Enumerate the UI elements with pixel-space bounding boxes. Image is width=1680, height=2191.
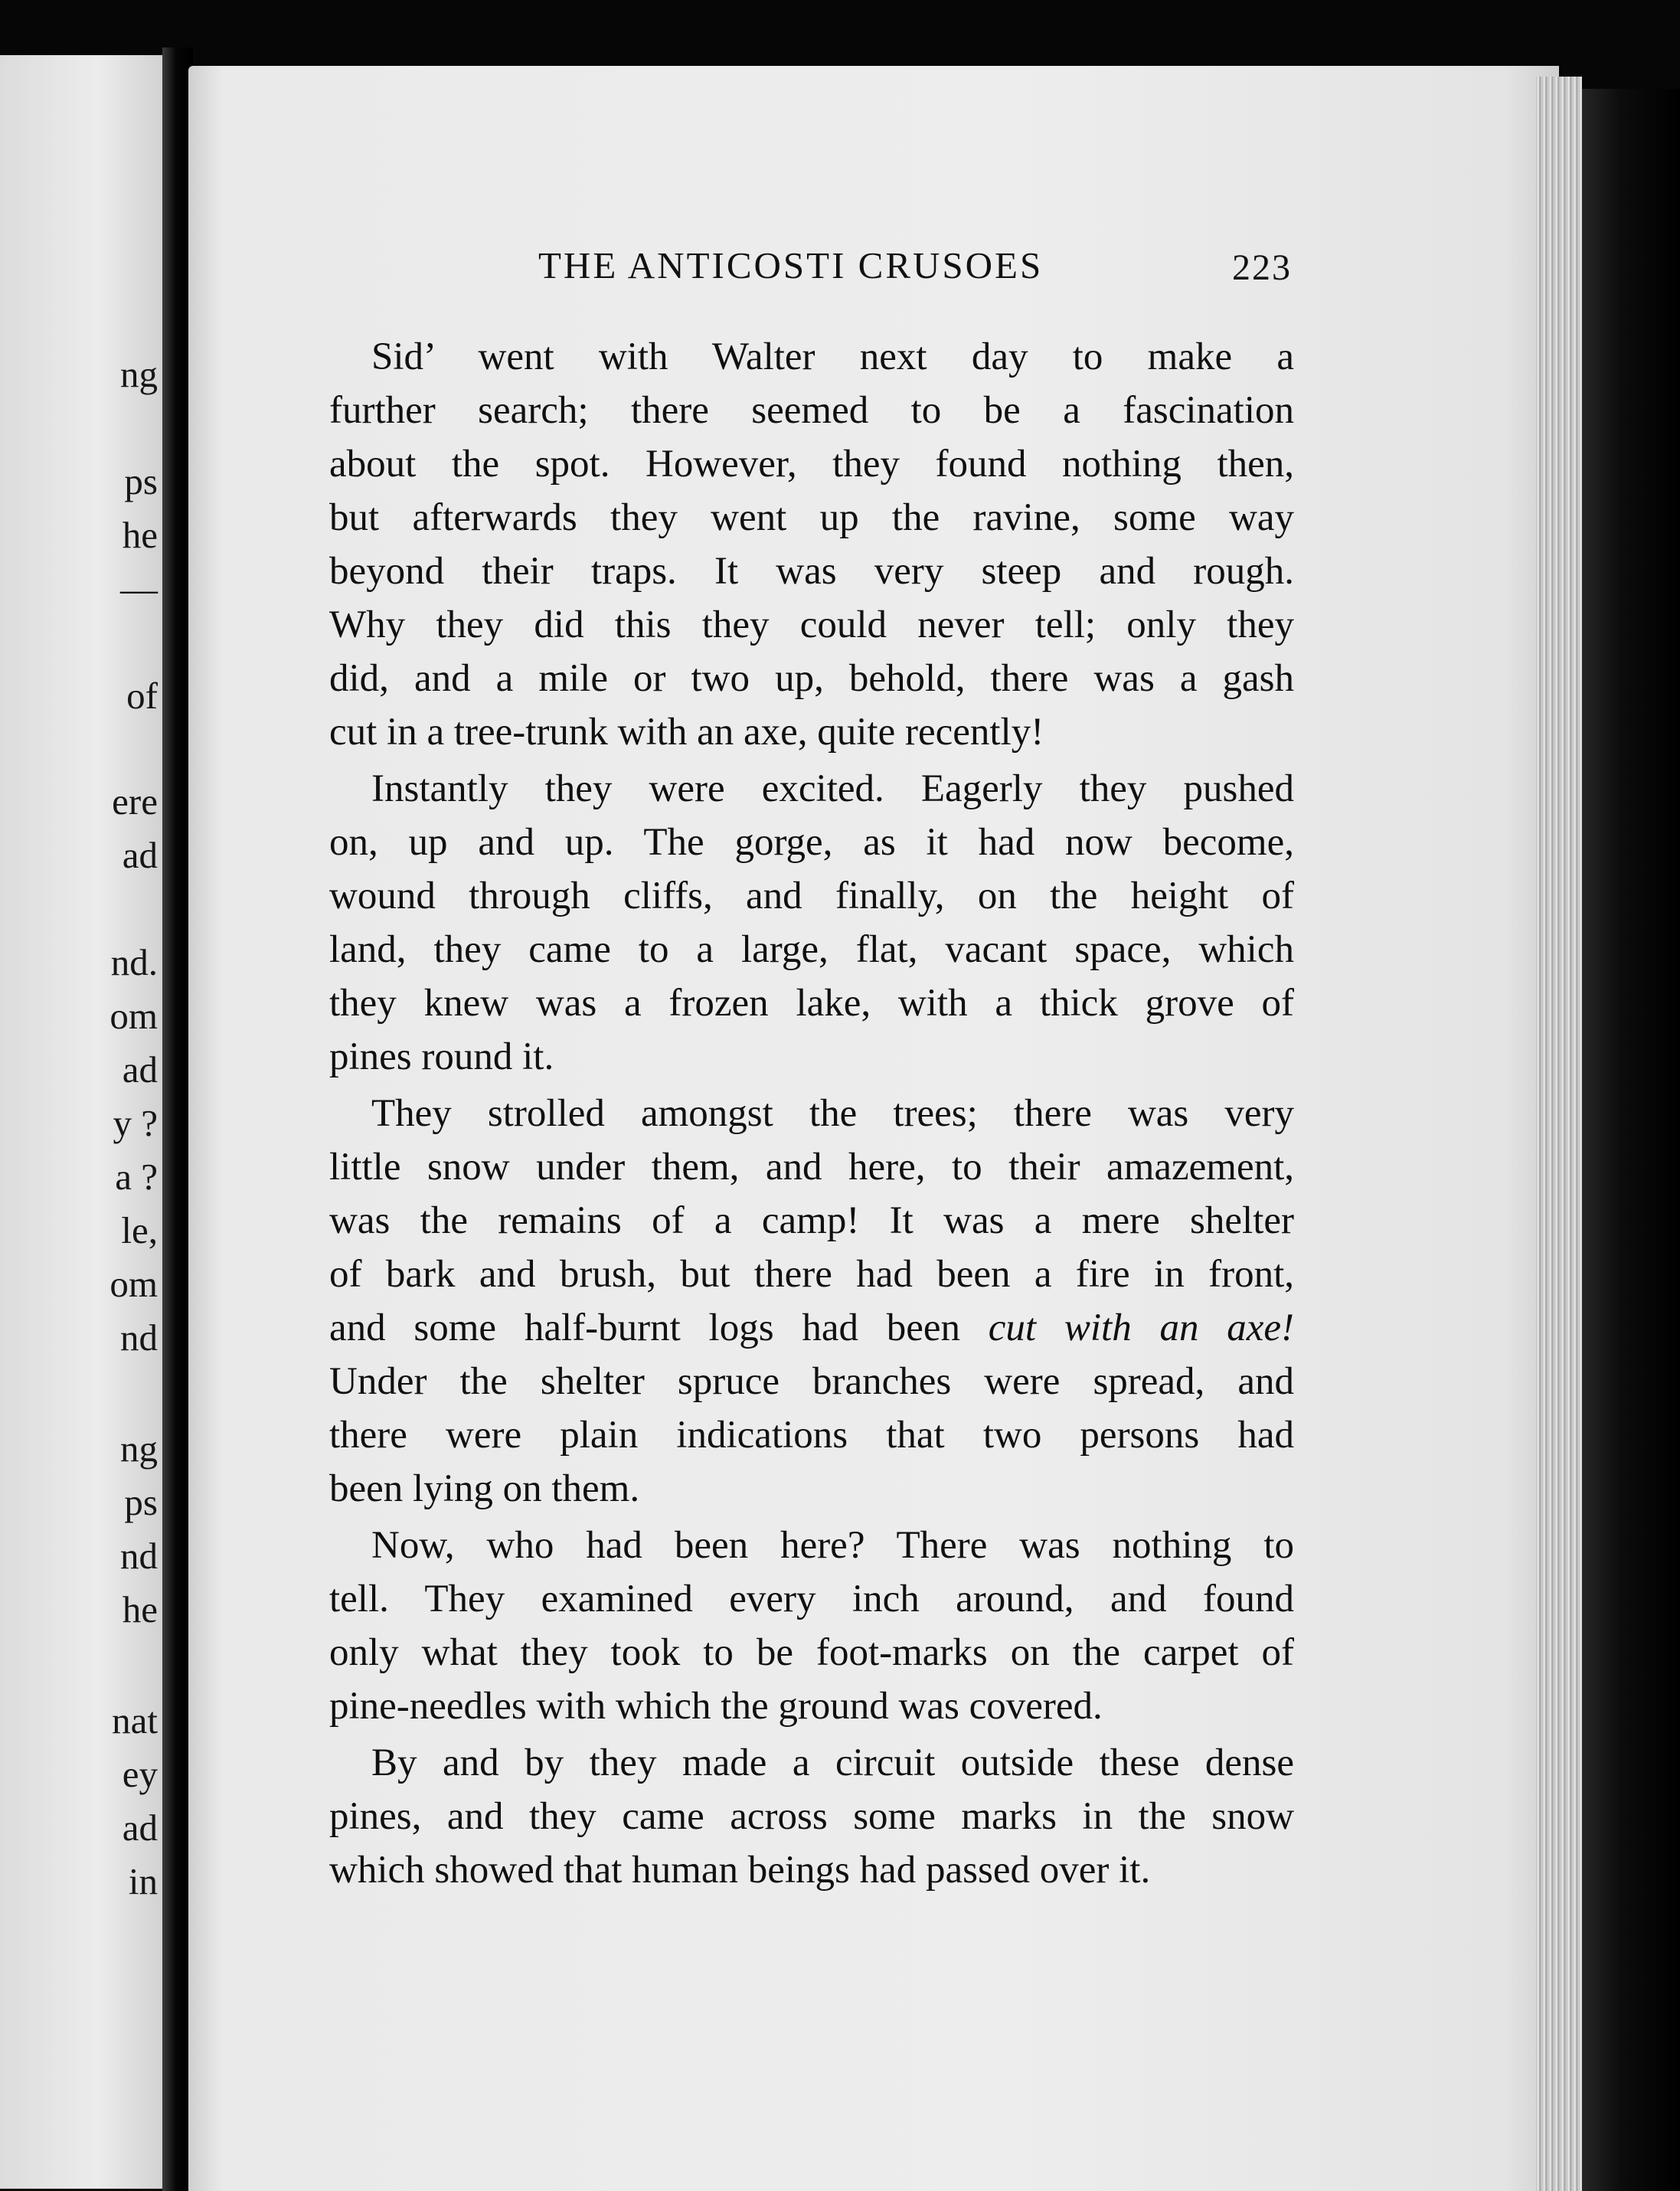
left-page-fragment: ere (112, 780, 158, 822)
left-page-fragment: nd (120, 1535, 158, 1577)
text-line: tell. They examined every inch around, and found (329, 1578, 1294, 1620)
left-page-fragment: om (109, 1263, 158, 1305)
text-line: Under the shelter spruce branches were spread, and (329, 1360, 1294, 1403)
text-line: little snow under them, and here, to their amazement, (329, 1146, 1294, 1189)
text-line: there were plain indications that two persons had (329, 1414, 1294, 1457)
left-page-fragment: in (128, 1860, 158, 1902)
left-page-fragment: nd (120, 1316, 158, 1359)
text-line: they knew was a frozen lake, with a thick grove of (329, 982, 1294, 1025)
text-line: pines, and they came across some marks in the snow (329, 1795, 1294, 1838)
text-line: but afterwards they went up the ravine, some way (329, 496, 1294, 539)
text-line: Now, who had been here? There was nothing to (371, 1524, 1294, 1567)
left-page (0, 55, 162, 2189)
text-line: about the spot. However, they found nothing then, (329, 443, 1294, 486)
page-edges (1536, 77, 1582, 2191)
left-page-fragment: ps (124, 460, 158, 502)
text-line: wound through cliffs, and finally, on the height of (329, 875, 1294, 917)
text-line: further search; there seemed to be a fascination (329, 389, 1294, 432)
text-line-with-italic (329, 1305, 1294, 1351)
text-line: which showed that human beings had passed over it. (329, 1849, 1151, 1892)
text-line: By and by they made a circuit outside these dense (371, 1741, 1294, 1784)
text-line: on, up and up. The gorge, as it had now become, (329, 821, 1294, 864)
text-line: Why they did this they could never tell; only they (329, 603, 1294, 646)
left-page-fragment: — (120, 567, 158, 610)
text-line: pines round it. (329, 1035, 554, 1078)
left-page-fragment: nat (112, 1699, 158, 1741)
running-head: THE ANTICOSTI CRUSOES (538, 244, 1044, 286)
left-page-fragment: ad (122, 1807, 158, 1849)
text-line: was the remains of a camp! It was a mere shelter (329, 1199, 1294, 1242)
left-page-fragment: he (122, 1588, 158, 1630)
left-page-fragment: ad (122, 834, 158, 876)
text-line: did, and a mile or two up, behold, there was a gash (329, 657, 1294, 700)
left-page-fragment: of (126, 675, 158, 717)
left-page-fragment: y ? (113, 1102, 158, 1144)
italic-phrase: cut with an axe! (988, 1306, 1295, 1349)
left-page-fragment: ng (120, 353, 158, 395)
page-number: 223 (1232, 247, 1292, 288)
left-page-fragment: ad (122, 1048, 158, 1091)
text-line: only what they took to be foot-marks on the carpet of (329, 1631, 1294, 1674)
left-page-fragment: he (122, 514, 158, 556)
text-line: They strolled amongst the trees; there was very (371, 1092, 1294, 1135)
text-line: been lying on them. (329, 1467, 640, 1510)
text-line: pine-needles with which the ground was covered. (329, 1685, 1103, 1728)
left-page-fragment: ng (120, 1427, 158, 1470)
left-page-fragment: ey (122, 1753, 158, 1795)
text-line: Sid’ went with Walter next day to make a (371, 335, 1294, 378)
book-cover-edge (1582, 89, 1680, 2191)
left-page-fragment: ps (124, 1481, 158, 1523)
text-line: land, they came to a large, flat, vacant space, which (329, 928, 1294, 971)
left-page-fragment: a ? (115, 1156, 158, 1198)
text-line: beyond their traps. It was very steep and rough. (329, 550, 1294, 593)
text-line: of bark and brush, but there had been a fire in front, (329, 1253, 1294, 1296)
left-page-fragment: le, (121, 1209, 158, 1251)
text-line: Instantly they were excited. Eagerly they pushed (371, 767, 1294, 810)
text-line: cut in a tree-trunk with an axe, quite recently! (329, 711, 1044, 754)
left-page-fragment: nd. (110, 941, 158, 983)
left-page-fragment: om (109, 995, 158, 1037)
text-segment: and some half-burnt logs had been (329, 1306, 960, 1349)
